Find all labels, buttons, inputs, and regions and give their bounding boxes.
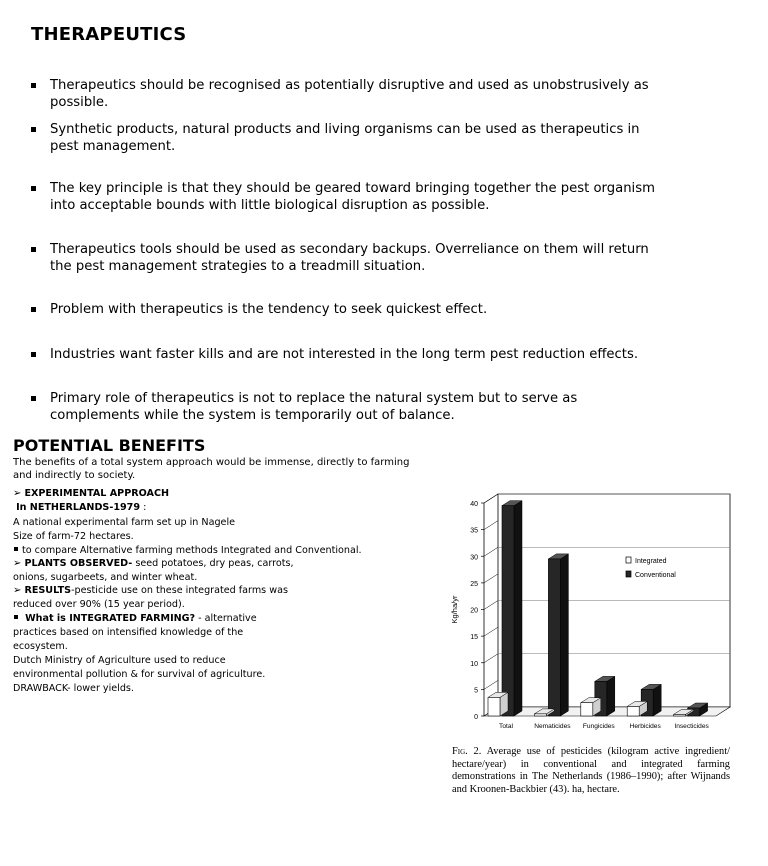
bullet-square-icon [14,547,18,551]
chart-y-tick-label: 40 [470,501,478,508]
farm-line-2: Size of farm-72 hectares. [13,531,134,542]
chart-category-label: Nematicides [534,723,571,730]
figure-caption-text: Average use of pesticides (kilogram active ingredient/ hectare/year) in conventional and integrated farming demonstrations in The Netherlands (1986–1990); after Wijnands and Kroonen-Backbier (43). ha, hectare. [452,746,731,795]
chart-y-tick-depth [484,601,498,610]
bullet-item: Industries want faster kills and are not interested in the long term pest reduction effects. [31,347,671,364]
benefits-intro: The benefits of a total system approach would be immense, directly to farming and indirectly to society. [13,457,410,481]
bullet-square-icon [31,247,36,252]
integrated-farming-line-3: ecosystem. [13,641,68,652]
bullet-item: Synthetic products, natural products and living organisms can be used as therapeutics in pest management. [31,122,671,155]
chart-y-tick-depth [484,547,498,556]
chart-category-label: Herbicides [629,723,661,730]
arrow-bullet-icon: ➢ [13,585,22,596]
bullet-square-icon [31,83,36,88]
chart-y-tick-label: 15 [470,634,478,642]
legend-conventional-swatch [626,571,631,577]
conventional-bar [548,554,568,716]
chart-y-tick-depth [484,680,498,689]
legend-label: Integrated [635,558,667,565]
chart-y-tick-label: 5 [474,687,478,695]
bullet-square-icon [31,307,36,312]
benefits-heading: POTENTIAL BENEFITS [13,436,206,455]
chart-category-label: Fungicides [582,723,615,730]
bullet-item: Therapeutics should be recognised as potentially disruptive and used as unobstrusively as possible. [31,78,671,111]
bullet-square-icon [31,352,36,357]
results-line: ➢ RESULTS-pesticide use on these integrated farms was [13,585,288,596]
dutch-ministry-line-1: Dutch Ministry of Agriculture used to reduce [13,655,226,666]
chart-y-tick-depth [484,627,498,636]
legend-integrated-swatch [626,557,631,563]
chart-category-label: Insecticides [674,723,709,730]
chart-category-label: Total [499,723,513,730]
drawback-line: DRAWBACK- lower yields. [13,683,134,694]
bullet-square-icon [31,396,36,401]
chart-y-tick-depth [484,521,498,530]
chart-y-tick-depth [484,494,498,503]
bullet-square-icon [31,127,36,132]
pesticide-bar-chart [448,488,738,743]
chart-y-axis-label: Kg/ha/yr [450,595,459,624]
plants-observed-line: ➢ PLANTS OBSERVED- seed potatoes, dry peas, carrots, [13,558,294,569]
integrated-bar [488,692,508,716]
netherlands-line: In NETHERLANDS-1979 : [16,502,147,513]
bullet-square-icon [31,186,36,191]
experimental-approach-line: ➢ EXPERIMENTAL APPROACH [13,488,170,499]
dutch-ministry-line-2: environmental pollution & for survival of agriculture. [13,669,266,680]
arrow-bullet-icon: ➢ [13,488,22,499]
figure-number: Fig. 2. [452,746,482,757]
page-title: THERAPEUTICS [31,24,187,45]
chart-y-tick-depth [484,654,498,663]
bullet-item: Therapeutics tools should be used as secondary backups. Overreliance on them will return the pest management strategies to a treadmill situation. [31,242,671,275]
results-line-2: reduced over 90% (15 year period). [13,599,185,610]
farm-line-1: A national experimental farm set up in Nagele [13,517,236,528]
bullet-square-icon [14,615,18,619]
integrated-farming-line-2: practices based on intensified knowledge of the [13,627,244,638]
conventional-bar [502,501,522,716]
compare-line: to compare Alternative farming methods Integrated and Conventional. [13,544,433,558]
chart-y-tick-label: 35 [470,527,478,535]
chart-y-tick-label: 25 [470,580,478,588]
bullet-item: Problem with therapeutics is the tendency to seek quickest effect. [31,302,671,319]
integrated-farming-line: What is INTEGRATED FARMING? - alternative [13,612,433,626]
bullet-item: Primary role of therapeutics is not to replace the natural system but to serve as complements while the system is temporarily out of balance. [31,391,671,424]
chart-y-tick-depth [484,574,498,583]
chart-y-tick-label: 20 [470,607,478,615]
figure-caption [452,746,730,796]
bullet-item: The key principle is that they should be geared toward bringing together the pest organism into acceptable bounds with little biological disruption as possible. [31,181,671,214]
chart-y-tick-label: 30 [470,554,478,562]
legend-label: Conventional [635,572,676,579]
chart-y-tick-label: 10 [470,660,478,668]
arrow-bullet-icon: ➢ [13,558,22,569]
plants-observed-line-2: onions, sugarbeets, and winter wheat. [13,572,198,583]
chart-y-tick-label: 0 [474,714,478,721]
